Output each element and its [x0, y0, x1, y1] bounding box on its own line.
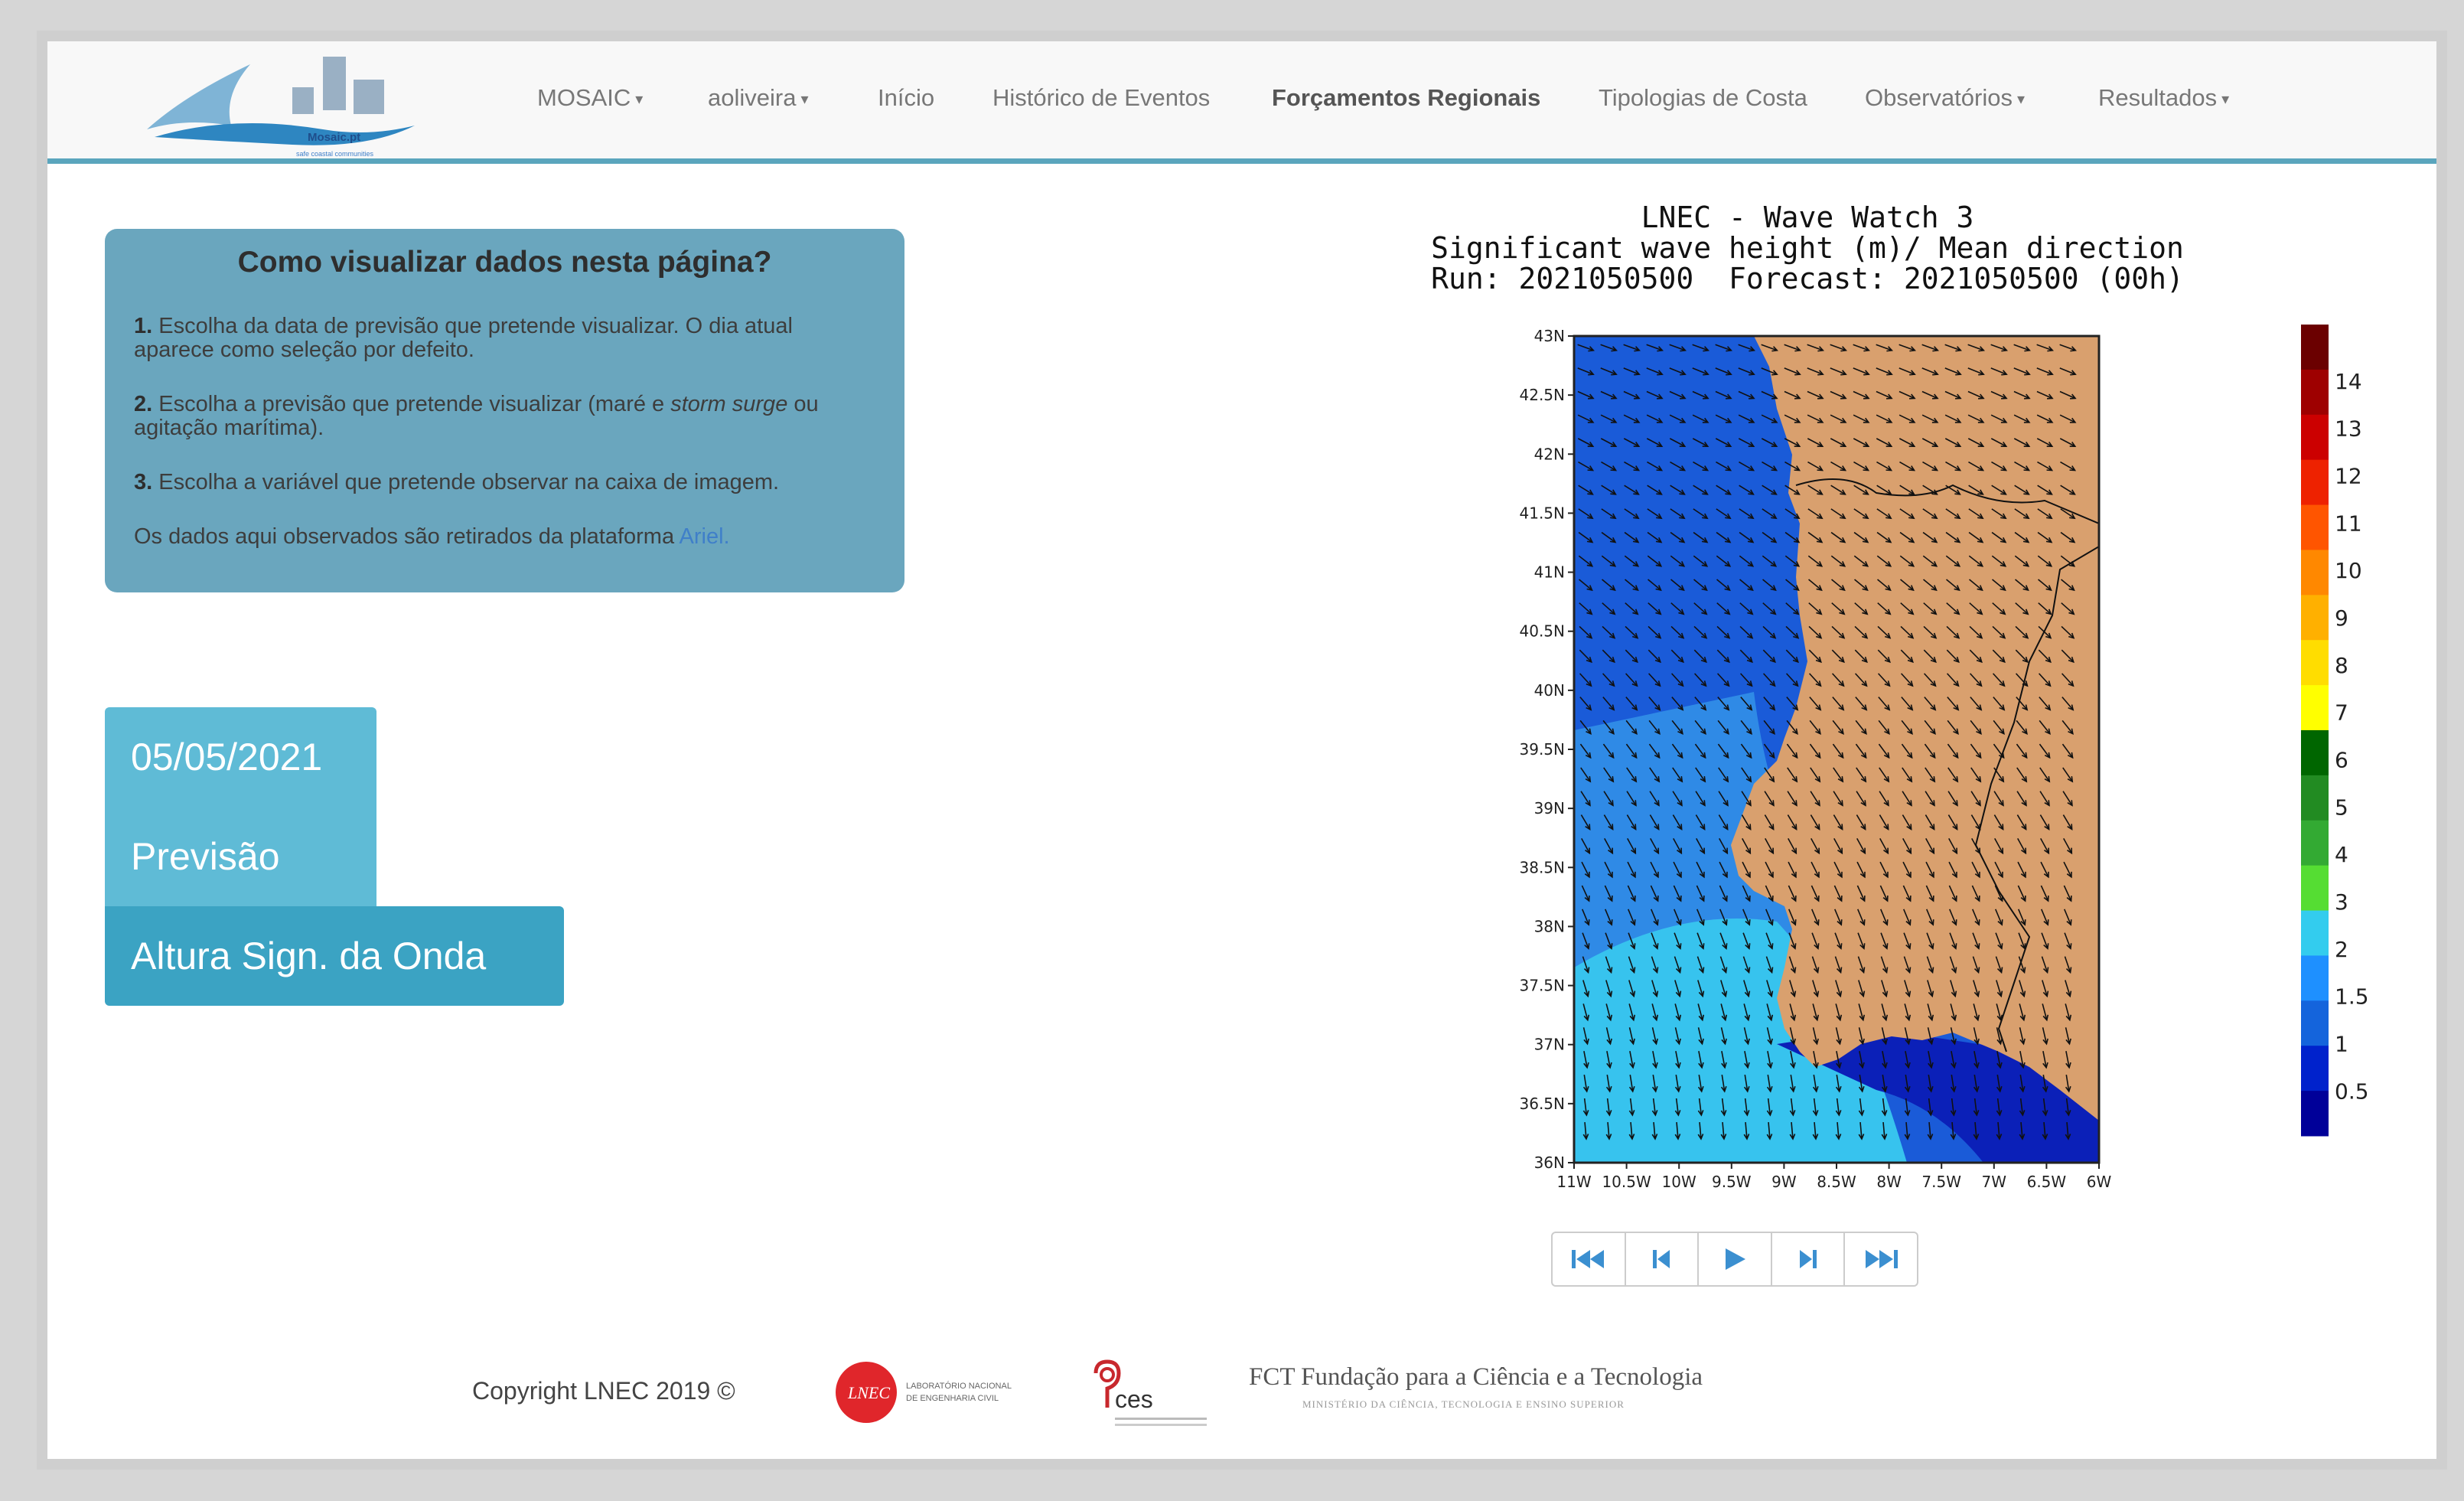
caret-down-icon: ▾ [635, 91, 644, 109]
play-button[interactable] [1699, 1233, 1772, 1285]
nav-mosaic-dropdown[interactable] [537, 84, 643, 112]
colorbar-segment [2301, 595, 2329, 640]
colorbar-label: 10 [2335, 558, 2362, 584]
date-select-button[interactable]: 05/05/2021 [105, 707, 376, 807]
wave-height-map [1448, 294, 2404, 1212]
colorbar-label: 9 [2335, 605, 2348, 631]
colorbar-segment [2301, 1091, 2329, 1136]
nav-historico[interactable] [992, 84, 1210, 112]
mosaic-logo[interactable] [139, 41, 430, 164]
nav-historico-label: Histórico de Eventos [992, 84, 1211, 111]
help-step-3-text: Escolha a variável que pretende observar na caixa de imagem. [158, 470, 780, 494]
lon-label: 11W [1556, 1173, 1592, 1191]
colorbar-label: 4 [2335, 842, 2348, 868]
lat-label: 40.5N [1519, 622, 1565, 641]
nav-resultados-label: Resultados [2098, 84, 2218, 111]
colorbar-segment [2301, 550, 2329, 595]
lon-label: 9W [1771, 1173, 1797, 1191]
colorbar-segment [2301, 821, 2329, 866]
help-step-2 [134, 393, 875, 440]
lat-label: 41.5N [1519, 504, 1565, 523]
play-icon [1722, 1246, 1748, 1272]
map-title [1394, 202, 2221, 294]
lnec-line-2: DE ENGENHARIA CIVIL [906, 1394, 999, 1403]
first-frame-button[interactable] [1553, 1233, 1626, 1285]
colorbar-segment [2301, 911, 2329, 956]
caret-down-icon: ▾ [2221, 91, 2230, 109]
caret-down-icon: ▾ [800, 91, 809, 109]
lat-label: 38N [1533, 917, 1565, 936]
nav-forcamentos[interactable] [1272, 84, 1540, 112]
help-step-2-emphasis: storm surge [670, 392, 788, 416]
lat-label: 36.5N [1519, 1094, 1565, 1113]
colorbar-segment [2301, 640, 2329, 685]
lnec-logo[interactable] [836, 1358, 1050, 1427]
lat-label: 39N [1533, 799, 1565, 818]
colorbar-label: 8 [2335, 652, 2348, 678]
lat-label: 36N [1533, 1153, 1565, 1172]
colorbar-label: 0.5 [2335, 1078, 2369, 1105]
map-title-line-2: Significant wave height (m)/ Mean direction [1431, 231, 2184, 265]
lon-label: 9.5W [1712, 1173, 1752, 1191]
lat-label: 38.5N [1519, 858, 1565, 877]
next-icon [1797, 1248, 1820, 1271]
colorbar-label: 7 [2335, 700, 2348, 726]
nav-tipologias-label: Tipologias de Costa [1599, 84, 1807, 111]
colorbar-segment [2301, 325, 2329, 370]
colorbar-segment [2301, 955, 2329, 1000]
help-step-3-number: 3. [134, 470, 153, 494]
lon-label: 8.5W [1817, 1173, 1856, 1191]
colorbar-segment [2301, 505, 2329, 550]
colorbar [2301, 325, 2369, 1137]
colorbar-segment [2301, 866, 2329, 911]
colorbar-label: 14 [2335, 368, 2362, 394]
colorbar-label: 11 [2335, 511, 2362, 537]
colorbar-label: 1.5 [2335, 984, 2369, 1010]
logo-tagline: safe coastal communities [296, 150, 374, 158]
lat-label: 42N [1533, 445, 1565, 464]
top-navbar [47, 41, 2436, 164]
lon-label: 10W [1661, 1173, 1696, 1191]
last-frame-button[interactable] [1845, 1233, 1917, 1285]
colorbar-segment [2301, 1000, 2329, 1046]
lon-label: 6.5W [2026, 1173, 2067, 1191]
ariel-link[interactable]: Ariel. [679, 524, 730, 549]
colorbar-label: 6 [2335, 747, 2348, 773]
lat-label: 40N [1533, 680, 1565, 700]
nav-observatorios-label: Observatórios [1865, 84, 2013, 111]
prev-frame-button[interactable] [1626, 1233, 1700, 1285]
lon-label: 6W [2086, 1173, 2112, 1191]
lat-label: 42.5N [1519, 386, 1565, 405]
help-step-3 [134, 471, 875, 494]
longitude-axis [1556, 1163, 2111, 1191]
help-step-1-text: Escolha da data de previsão que pretende visualizar. O dia atual aparece como seleção por defeito. [134, 314, 793, 362]
nav-tipologias[interactable] [1599, 84, 1807, 112]
colorbar-segment [2301, 685, 2329, 730]
colorbar-segment [2301, 460, 2329, 505]
ces-logo[interactable] [1084, 1358, 1222, 1434]
help-step-2-text-b: ou agitação marítima). [134, 392, 819, 440]
colorbar-segment [2301, 775, 2329, 821]
colorbar-label: 13 [2335, 416, 2362, 442]
prev-icon [1650, 1248, 1673, 1271]
nav-user-dropdown[interactable] [708, 84, 809, 112]
copyright-text: Copyright LNEC 2019 © [472, 1377, 735, 1405]
lnec-line-1: LABORATÓRIO NACIONAL [906, 1382, 1012, 1391]
colorbar-label: 5 [2335, 795, 2348, 821]
lat-label: 39.5N [1519, 740, 1565, 759]
lat-label: 41N [1533, 563, 1565, 582]
latitude-axis [1520, 327, 1575, 1172]
nav-resultados-dropdown[interactable] [2098, 84, 2229, 112]
lat-label: 43N [1533, 327, 1565, 345]
first-icon [1570, 1248, 1607, 1271]
lat-label: 37.5N [1519, 976, 1565, 995]
animation-player [1551, 1232, 1918, 1287]
lon-label: 8W [1876, 1173, 1902, 1191]
help-panel [105, 229, 904, 592]
logo-text: Mosaic.pt [308, 131, 361, 144]
lon-label: 7.5W [1921, 1173, 1961, 1191]
nav-forcamentos-label: Forçamentos Regionais [1272, 84, 1541, 111]
colorbar-segment [2301, 415, 2329, 460]
nav-user-label: aoliveira [708, 84, 797, 111]
ces-text: ces [1115, 1385, 1153, 1413]
forecast-type-button[interactable]: Previsão [105, 807, 376, 906]
help-title: Como visualizar dados nesta página? [237, 246, 772, 279]
variable-select-button[interactable]: Altura Sign. da Onda [105, 906, 564, 1006]
nav-inicio-label: Início [878, 84, 935, 111]
help-step-2-number: 2. [134, 392, 153, 416]
colorbar-label: 1 [2335, 1031, 2348, 1057]
colorbar-segment [2301, 730, 2329, 775]
colorbar-segment [2301, 370, 2329, 415]
help-source-text: Os dados aqui observados são retirados da plataforma [134, 524, 680, 549]
lat-label: 37N [1533, 1035, 1565, 1054]
map-title-line-3: Run: 2021050500 Forecast: 2021050500 (00h) [1431, 262, 2184, 295]
help-step-2-text-a: Escolha a previsão que pretende visualizar (maré e [158, 392, 671, 416]
caret-down-icon: ▾ [2016, 91, 2026, 109]
lon-label: 7W [1981, 1173, 2007, 1191]
colorbar-label: 12 [2335, 463, 2362, 489]
colorbar-label: 3 [2335, 889, 2348, 915]
help-source [134, 525, 875, 549]
fct-subtitle: MINISTÉRIO DA CIÊNCIA, TECNOLOGIA E ENSINO SUPERIOR [1302, 1398, 1625, 1410]
svg-text:LNEC: LNEC [848, 1383, 891, 1402]
last-icon [1863, 1248, 1899, 1271]
nav-observatorios-dropdown[interactable] [1865, 84, 2025, 112]
help-step-1 [134, 315, 875, 362]
colorbar-segment [2301, 1046, 2329, 1091]
next-frame-button[interactable] [1772, 1233, 1846, 1285]
map-title-line-1: LNEC - Wave Watch 3 [1641, 201, 1974, 234]
fct-logo-text[interactable]: FCT Fundação para a Ciência e a Tecnologia [1249, 1363, 1703, 1391]
nav-inicio[interactable] [878, 84, 934, 112]
lon-label: 10.5W [1602, 1173, 1651, 1191]
colorbar-label: 2 [2335, 936, 2348, 962]
page-frame [37, 31, 2447, 1470]
help-step-1-number: 1. [134, 314, 153, 338]
nav-mosaic-label: MOSAIC [537, 84, 631, 111]
